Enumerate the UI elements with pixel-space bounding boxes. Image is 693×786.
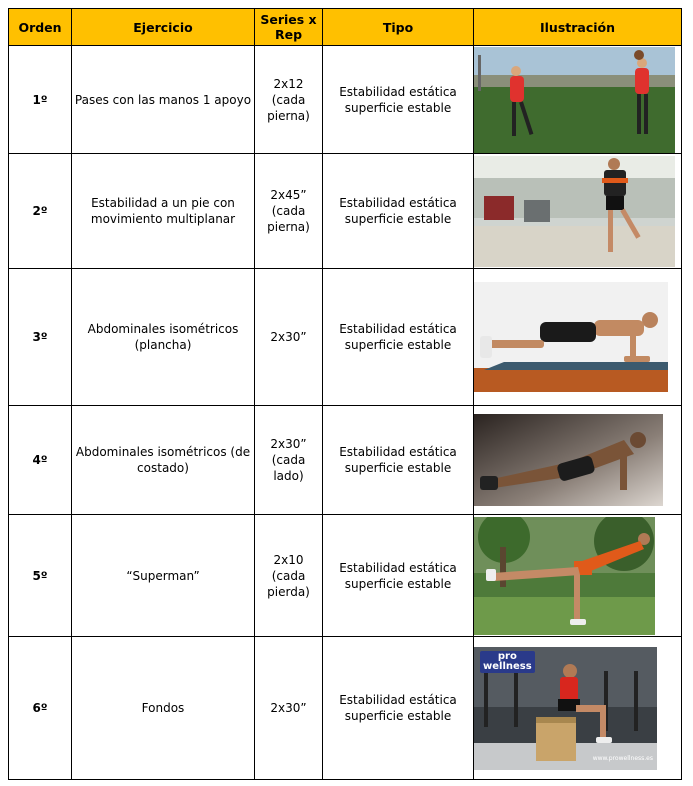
exercise-table	[8, 8, 682, 780]
row-exercise: Estabilidad a un pie con movimiento multiplanar	[72, 154, 255, 269]
row-type: Estabilidad estática superficie estable	[323, 154, 474, 269]
row-exercise: Abdominales isométricos (plancha)	[72, 269, 255, 406]
row-type: Estabilidad estática superficie estable	[323, 46, 474, 154]
row-illustration	[474, 269, 682, 406]
row-series: 2x30”	[255, 269, 323, 406]
medicine-ball-pass-photo	[474, 47, 675, 153]
header-row	[9, 9, 682, 46]
superman-outdoor-photo	[474, 517, 655, 635]
logo-line-2: wellness	[483, 660, 532, 672]
header-series: Series x Rep	[255, 9, 323, 46]
table-row	[9, 269, 682, 406]
row-exercise: Abdominales isométricos (de costado)	[72, 406, 255, 515]
row-illustration	[474, 637, 682, 780]
header-orden: Orden	[9, 9, 72, 46]
table-row	[9, 46, 682, 154]
row-exercise: Pases con las manos 1 apoyo	[72, 46, 255, 154]
header-tipo: Tipo	[323, 9, 474, 46]
header-ejercicio: Ejercicio	[72, 9, 255, 46]
row-type: Estabilidad estática superficie estable	[323, 637, 474, 780]
bench-dips-photo	[474, 647, 657, 770]
row-order: 6º	[9, 637, 72, 780]
row-order: 1º	[9, 46, 72, 154]
prowellness-url: www.prowellness.es	[592, 754, 653, 762]
row-exercise: “Superman”	[72, 515, 255, 637]
row-series: 2x30”	[255, 637, 323, 780]
row-series: 2x10 (cada pierda)	[255, 515, 323, 637]
table-row	[9, 637, 682, 780]
row-order: 4º	[9, 406, 72, 515]
row-exercise: Fondos	[72, 637, 255, 780]
row-order: 5º	[9, 515, 72, 637]
header-ilustracion: Ilustración	[474, 9, 682, 46]
row-series: 2x45” (cada pierna)	[255, 154, 323, 269]
side-plank-photo	[474, 414, 663, 506]
row-type: Estabilidad estática superficie estable	[323, 269, 474, 406]
row-type: Estabilidad estática superficie estable	[323, 515, 474, 637]
row-type: Estabilidad estática superficie estable	[323, 406, 474, 515]
prowellness-logo	[480, 651, 535, 673]
table-row	[9, 406, 682, 515]
row-illustration	[474, 46, 682, 154]
logo-line-1: pro	[497, 650, 517, 662]
plank-photo	[474, 282, 668, 392]
row-order: 3º	[9, 269, 72, 406]
table-row	[9, 515, 682, 637]
row-series: 2x30” (cada lado)	[255, 406, 323, 515]
row-series: 2x12 (cada pierna)	[255, 46, 323, 154]
table-row	[9, 154, 682, 269]
row-illustration	[474, 406, 682, 515]
row-illustration	[474, 515, 682, 637]
row-illustration	[474, 154, 682, 269]
single-leg-balance-gym-photo	[474, 156, 675, 267]
row-order: 2º	[9, 154, 72, 269]
